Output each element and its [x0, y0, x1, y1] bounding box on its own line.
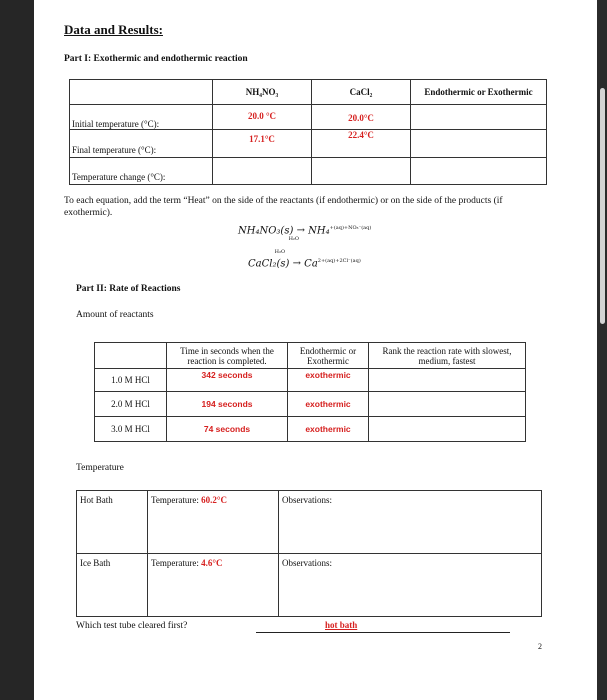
equation-nh4no3: NH₄NO₃(s) → H₂O NH₄$^{+(aq)+NO_3^-(aq)}$ [238, 225, 372, 243]
row-label-change: Temperature change (°C): [70, 158, 213, 185]
final-endo-exo[interactable] [411, 130, 547, 158]
row-label-final: Final temperature (°C): [70, 130, 213, 158]
table-corner [70, 80, 213, 105]
initial-nh4no3[interactable]: 20.0 °C [213, 105, 312, 130]
time-2m[interactable]: 194 seconds [167, 392, 288, 417]
col-header-cacl2: CaCl₂ [312, 80, 411, 105]
time-3m[interactable]: 74 seconds [167, 417, 288, 442]
change-endo-exo[interactable] [411, 158, 547, 185]
reaction-rate-table [94, 342, 526, 442]
hot-bath-observations[interactable]: Observations: [279, 491, 542, 554]
part2-title: Part II: Rate of Reactions [76, 284, 181, 294]
type-1m[interactable]: exothermic [288, 369, 369, 392]
section-heading: Data and Results: [64, 22, 163, 37]
temperature-table [69, 79, 547, 185]
scrollbar-thumb[interactable] [600, 88, 605, 324]
type-3m[interactable]: exothermic [288, 417, 369, 442]
table-corner [95, 343, 167, 369]
answer-line [256, 632, 510, 633]
rank-3m[interactable] [369, 417, 526, 442]
equation-cacl2: CaCl₂(s) → H₂O $Ca^{2+(aq)+2Cl^-(aq)}$ [248, 249, 361, 270]
initial-endo-exo[interactable] [411, 105, 547, 130]
final-cacl2[interactable]: 22.4°C [312, 130, 411, 158]
col-header-endo-exo: Endothermic or Exothermic [411, 80, 547, 105]
hot-bath-temperature[interactable]: Temperature: 60.2°C [148, 491, 279, 554]
change-nh4no3[interactable] [213, 158, 312, 185]
final-nh4no3[interactable]: 17.1°C [213, 130, 312, 158]
initial-cacl2[interactable]: 20.0°C [312, 105, 411, 130]
col-header-time: Time in seconds when the reaction is completed. [167, 343, 288, 369]
row-label-3m: 3.0 M HCl [95, 417, 167, 442]
part2-subtitle: Amount of reactants [76, 310, 154, 320]
ice-bath-observations[interactable]: Observations: [279, 554, 542, 617]
col-header-endo-exo: Endothermic or Exothermic [288, 343, 369, 369]
instruction-text: To each equation, add the term “Heat” on the side of the reactants (if endothermic) or on the side of the products (if exothermic). [64, 196, 503, 218]
change-cacl2[interactable] [312, 158, 411, 185]
bath-table [76, 490, 542, 617]
ice-bath-label: Ice Bath [77, 554, 148, 617]
answer-text[interactable]: hot bath [325, 620, 358, 630]
time-1m[interactable]: 342 seconds [167, 369, 288, 392]
ice-bath-temperature[interactable]: Temperature: 4.6°C [148, 554, 279, 617]
hot-bath-label: Hot Bath [77, 491, 148, 554]
page-number: 2 [538, 642, 542, 651]
question-text: Which test tube cleared first? [76, 621, 188, 631]
row-label-2m: 2.0 M HCl [95, 392, 167, 417]
temperature-label: Temperature [76, 463, 124, 473]
part1-title: Part I: Exothermic and endothermic reaction [64, 54, 248, 64]
col-header-rank: Rank the reaction rate with slowest, medium, fastest [369, 343, 526, 369]
col-header-nh4no3: NH₄NO₃ [213, 80, 312, 105]
row-label-1m: 1.0 M HCl [95, 369, 167, 392]
rank-1m[interactable] [369, 369, 526, 392]
type-2m[interactable]: exothermic [288, 392, 369, 417]
rank-2m[interactable] [369, 392, 526, 417]
row-label-initial: Initial temperature (°C): [70, 105, 213, 130]
